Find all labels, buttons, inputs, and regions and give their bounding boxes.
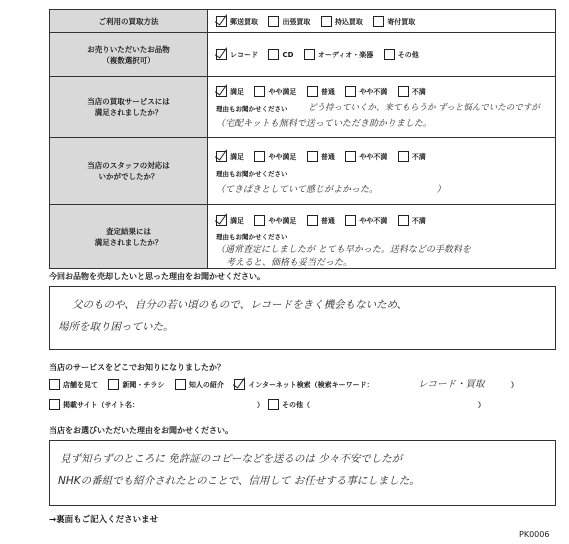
option-cd[interactable]: [268, 49, 293, 60]
other-close: ）: [478, 401, 485, 409]
option-mail[interactable]: [216, 16, 258, 27]
option-label: 満足: [230, 216, 244, 225]
rating-somewhat-satisfied[interactable]: [254, 86, 296, 97]
site-close: ）: [257, 401, 264, 409]
row-staff-satisfaction: [50, 138, 555, 205]
checkbox[interactable]: [307, 151, 318, 162]
rating-somewhat-dissatisfied[interactable]: [345, 86, 387, 97]
rating-dissatisfied[interactable]: [398, 86, 426, 97]
rating-somewhat-satisfied[interactable]: [254, 151, 296, 162]
checkbox[interactable]: [307, 215, 318, 226]
handwritten-answer: どう持っていくか、来てもらうか ずっと悩んでいたのですが: [308, 103, 540, 113]
rating-neutral[interactable]: [307, 151, 335, 162]
row-items-sold: [50, 33, 555, 77]
option-label: 不満: [411, 87, 426, 96]
option-donate[interactable]: [373, 16, 415, 27]
checkbox-checked[interactable]: [216, 49, 227, 60]
option-label: その他（: [282, 400, 310, 409]
checkbox[interactable]: [345, 215, 356, 226]
option-label: やや不満: [359, 152, 388, 161]
option-internet-search[interactable]: [234, 379, 373, 390]
option-other[interactable]: [384, 49, 419, 60]
option-record[interactable]: [216, 49, 258, 60]
checkbox[interactable]: [345, 151, 356, 162]
checkbox[interactable]: [49, 379, 60, 390]
option-other[interactable]: [268, 399, 310, 410]
row-label: [50, 77, 208, 137]
rating-dissatisfied[interactable]: [398, 215, 426, 226]
checkbox[interactable]: [321, 16, 332, 27]
option-label: 知人の紹介: [188, 380, 224, 389]
sell-reason-answer-box[interactable]: [49, 286, 556, 350]
option-label: 普通: [320, 152, 335, 161]
option-label: 満足: [230, 152, 244, 161]
handwritten-answer: 見ず知らずのところに 免許証のコピーなどを送るのは 少々不安でしたが: [60, 453, 403, 465]
choice-reason-answer-box[interactable]: [49, 440, 556, 506]
checkbox[interactable]: [254, 151, 265, 162]
row-label: [50, 10, 208, 32]
handwritten-answer: （宅配キットも無料で送っていただき助かりました。: [216, 119, 432, 129]
handwritten-answer: （てきぱきとしていて感じがよかった。 ）: [216, 185, 446, 195]
rating-satisfied[interactable]: [216, 151, 244, 162]
source-options-line2: [49, 399, 147, 412]
checkbox[interactable]: [307, 86, 318, 97]
option-referral[interactable]: [175, 379, 224, 390]
option-label: やや満足: [268, 152, 297, 161]
checkbox[interactable]: [108, 379, 119, 390]
label-text: お売りいただいたお品物: [87, 44, 170, 54]
source-options-other: [268, 399, 318, 412]
handwritten-keyword: レコード・買取: [418, 379, 485, 390]
option-label: やや不満: [359, 87, 388, 96]
back-side-note: →裏面もご記入くださいませ: [49, 515, 159, 525]
checkbox[interactable]: [398, 151, 409, 162]
label-text: 満足されましたか？: [94, 108, 163, 117]
rating-satisfied[interactable]: [216, 86, 244, 97]
checkbox-checked[interactable]: [234, 379, 245, 390]
form-code: PK0006: [519, 530, 550, 539]
reason-prompt: 理由もお聞かせください: [216, 105, 288, 113]
option-label: やや満足: [268, 87, 297, 96]
checkbox-checked[interactable]: [216, 16, 227, 27]
checkbox[interactable]: [49, 399, 60, 410]
keyword-close: ）: [511, 381, 518, 389]
option-store[interactable]: [49, 379, 98, 390]
checkbox[interactable]: [268, 399, 279, 410]
row-label: [50, 33, 208, 76]
checkbox[interactable]: [398, 86, 409, 97]
purchase-method-options: [216, 16, 423, 29]
checkbox[interactable]: [304, 49, 315, 60]
handwritten-answer: 考えると、価格も妥当だった。: [226, 258, 353, 268]
option-label: やや満足: [268, 216, 297, 225]
option-bring[interactable]: [321, 16, 363, 27]
question-title-choice-reason: 当店をお選びいただいた理由をお聞かせください。: [49, 426, 233, 435]
row-purchase-method: [50, 10, 555, 33]
label-text: ご利用の買取方法: [98, 16, 159, 26]
reason-prompt: 理由もお聞かせください: [216, 233, 288, 241]
option-label: 新聞・チラシ: [122, 380, 165, 389]
label-text: 当店の買取サービスには: [87, 97, 170, 106]
source-options-line1: [49, 379, 382, 392]
survey-table: [49, 9, 556, 269]
checkbox[interactable]: [254, 86, 265, 97]
option-label: 持込買取: [334, 17, 363, 26]
option-label: オーディオ・楽器: [317, 50, 374, 59]
handwritten-answer: NHKの番組でも紹介されたとのことで、信用して お任せする事にしました。: [58, 475, 420, 487]
reason-prompt: 理由もお聞かせください: [216, 170, 288, 178]
handwritten-answer: 父のものや、自分の若い頃のもので、レコードをきく機会もないため、: [72, 299, 408, 311]
checkbox-checked[interactable]: [216, 151, 227, 162]
option-label: 寄付買取: [387, 17, 416, 26]
option-label: 掲載サイト（サイト名：: [63, 400, 140, 409]
label-text: 査定結果には: [106, 226, 151, 236]
row-appraisal-satisfaction: [50, 205, 555, 268]
checkbox[interactable]: [254, 215, 265, 226]
option-label: 郵送買取: [230, 17, 258, 26]
checkbox[interactable]: [268, 49, 279, 60]
option-label: やや不満: [359, 216, 388, 225]
staff-rating-options: [216, 151, 434, 164]
option-label: 出張買取: [282, 17, 311, 26]
question-title-sell-reason: 今回お品物を売却したいと思った理由をお聞かせください。: [49, 272, 265, 281]
option-label: 店舗を見て: [63, 380, 98, 389]
rating-neutral[interactable]: [307, 215, 335, 226]
option-label: レコード: [230, 50, 258, 59]
rating-dissatisfied[interactable]: [398, 151, 426, 162]
row-label: [50, 138, 208, 204]
option-label: その他: [397, 50, 419, 59]
checkbox-checked[interactable]: [216, 86, 227, 97]
checkbox[interactable]: [345, 86, 356, 97]
option-label: インターネット検索（検索キーワード：: [248, 380, 374, 389]
option-audio[interactable]: [304, 49, 373, 60]
checkbox-checked[interactable]: [216, 215, 227, 226]
rating-neutral[interactable]: [307, 86, 335, 97]
option-visit[interactable]: [268, 16, 310, 27]
checkbox[interactable]: [268, 16, 279, 27]
label-text: いかがでしたか？: [98, 172, 159, 181]
option-label: 普通: [320, 216, 335, 225]
label-text: （複数選択可）: [102, 55, 155, 65]
option-listing-site[interactable]: [49, 399, 139, 410]
checkbox[interactable]: [373, 16, 384, 27]
items-sold-options: [216, 49, 427, 62]
rating-somewhat-dissatisfied[interactable]: [345, 151, 387, 162]
row-service-satisfaction: [50, 77, 555, 138]
option-label: 不満: [411, 216, 426, 225]
checkbox[interactable]: [384, 49, 395, 60]
checkbox[interactable]: [398, 215, 409, 226]
row-label: [50, 205, 208, 268]
rating-satisfied[interactable]: [216, 215, 244, 226]
appraisal-rating-options: [216, 215, 434, 228]
handwritten-answer: （通常査定にしましたが とても早かった。送料などの手数料を: [216, 245, 471, 255]
label-text: 当店のスタッフの対応は: [87, 161, 170, 170]
handwritten-answer: 場所を取り困っていた。: [58, 321, 174, 333]
option-label: CD: [282, 50, 294, 59]
option-label: 満足: [230, 87, 244, 96]
service-rating-options: [216, 86, 434, 99]
option-label: 不満: [411, 152, 426, 161]
label-text: 満足されましたか？: [94, 237, 163, 247]
option-newspaper[interactable]: [108, 379, 164, 390]
question-title-source: 当店のサービスをどこでお知りになりましたか？: [49, 363, 225, 372]
rating-somewhat-satisfied[interactable]: [254, 215, 296, 226]
option-label: 普通: [320, 87, 335, 96]
rating-somewhat-dissatisfied[interactable]: [345, 215, 387, 226]
checkbox[interactable]: [175, 379, 186, 390]
